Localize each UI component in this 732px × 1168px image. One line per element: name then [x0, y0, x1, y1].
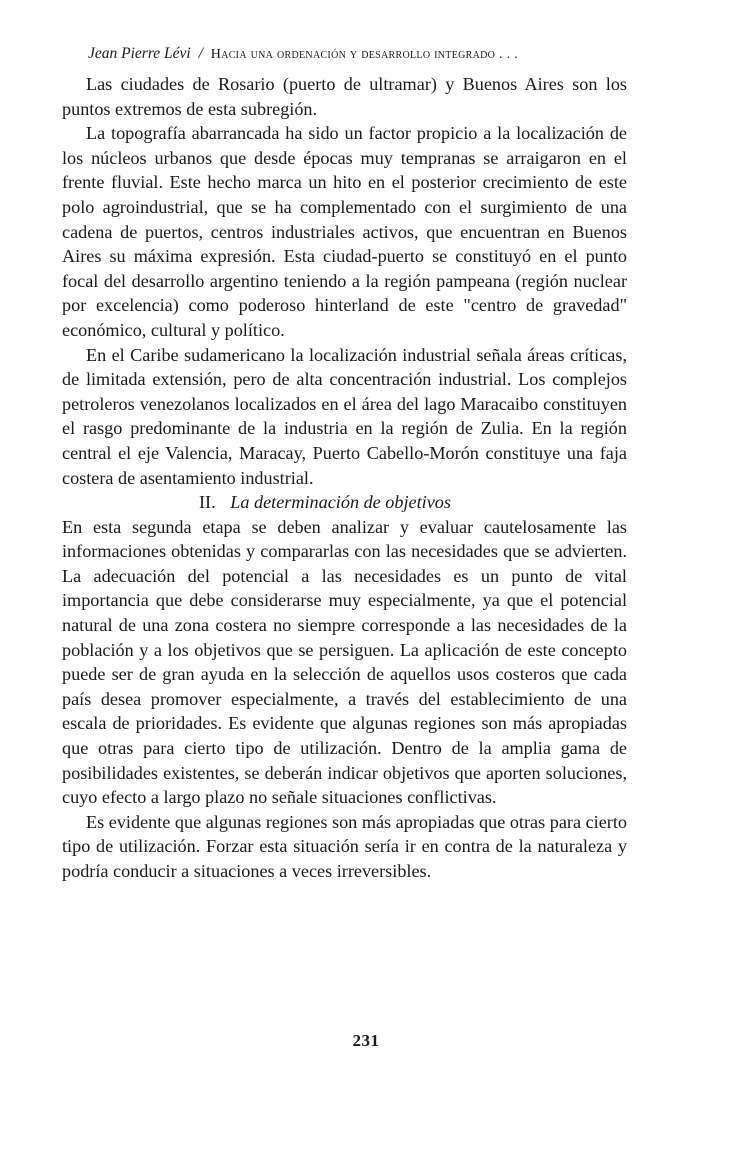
- paragraph: En el Caribe sudamericano la localización industrial señala áreas críticas, de limitada extensión, pero de alta concentración industrial. Los complejos petroleros venezolanos localizados en el área del lago Maracaibo constituyen el rasgo predominante de la industria en la región de Zulia. En la región central el eje Valencia, Maracay, Puerto Cabello-Morón constituye una faja costera de asentamiento industrial.: [62, 344, 627, 488]
- body-text: [62, 72, 627, 884]
- page-number: 231: [352, 1031, 380, 1050]
- running-head: [88, 44, 648, 65]
- section-heading-title: La determinación de objetivos: [230, 492, 451, 513]
- paragraph: Es evidente que algunas regiones son más apropiadas que otras para cierto tipo de utilización. Forzar esta situación sería ir en contra de la naturaleza y podría conducir a situaciones a veces irreversibles.: [62, 811, 627, 881]
- running-head-title: Hacia una ordenación y desarrollo integrado . . .: [210, 47, 518, 62]
- running-head-author: Jean Pierre Lévi: [88, 45, 191, 62]
- paragraph: La topografía abarrancada ha sido un factor propicio a la localización de los núcleos urbanos que desde épocas muy tempranas se arraigaron en el frente fluvial. Este hecho marca un hito en el posterior crecimiento de este polo agroindustrial, que se ha complementado con el surgimiento de una cadena de puertos, centros industriales activos, que encuentran en Buenos Aires su máxima expresión. Esta ciudad-puerto se constituyó en el punto focal del desarrollo argentino teniendo a la región pampeana (región nuclear por excelencia) como poderoso hinterland de este "centro de gravedad" económico, cultural y político.: [62, 123, 627, 340]
- section-heading: [62, 490, 627, 515]
- paragraph: En esta segunda etapa se deben analizar y evaluar cautelosamente las informaciones obtenidas y compararlas con las necesidades que se advierten. La adecuación del potencial a las necesidades es un punto de vital importancia que debe considerarse muy especialmente, ya que el potencial natural de una zona costera no siempre corresponde a las necesidades de la población y a los objetivos que se persiguen. La aplicación de este concepto puede ser de gran ayuda en la selección de aquellos usos costeros que cada país desea promover especialmente, a través del establecimiento de una escala de prioridades. Es evidente que algunas regiones son más apropiadas que otras para cierto tipo de utilización. Dentro de la amplia gama de posibilidades existentes, se deberán indicar objetivos que aporten soluciones, cuyo efecto a largo plazo no señale situaciones conflictivas.: [62, 516, 627, 808]
- running-head-separator: /: [198, 45, 203, 62]
- paragraph: Las ciudades de Rosario (puerto de ultramar) y Buenos Aires son los puntos extremos de esta subregión.: [62, 74, 627, 119]
- section-heading-numeral: II.: [199, 492, 216, 513]
